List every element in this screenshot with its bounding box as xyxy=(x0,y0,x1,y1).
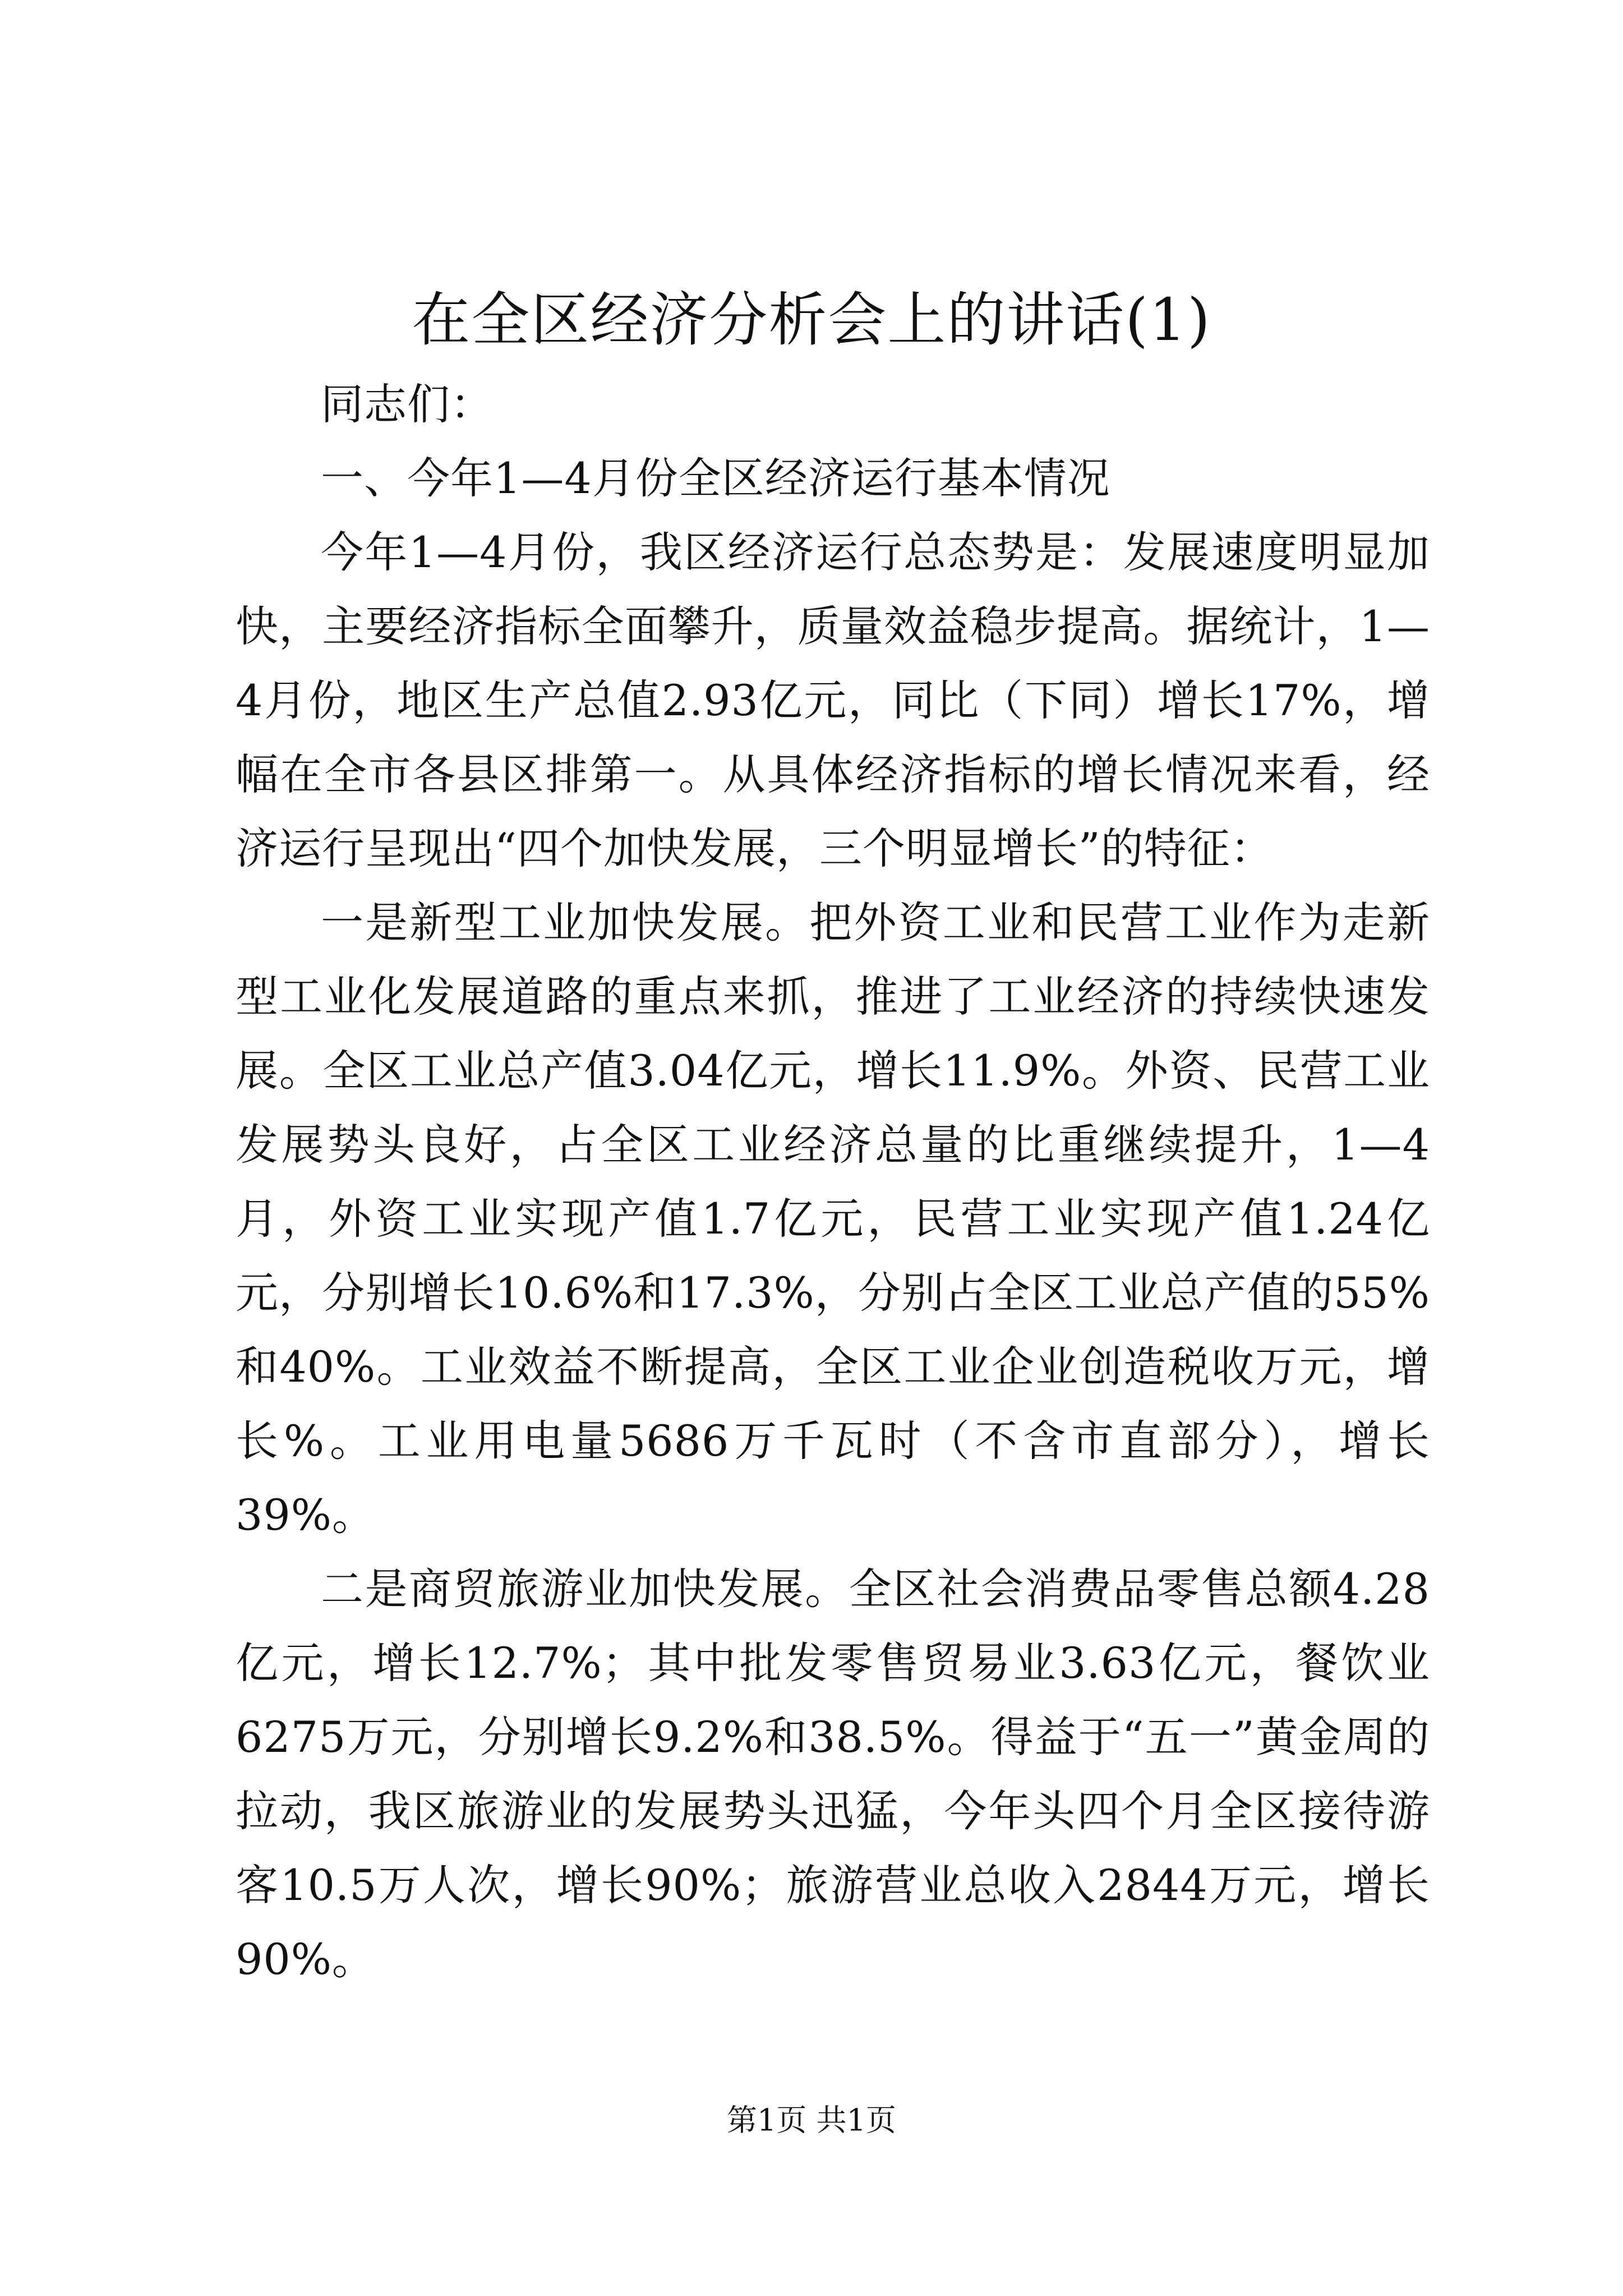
document-body xyxy=(236,367,1430,1996)
section-heading: 一、今年1—4月份全区经济运行基本情况 xyxy=(321,453,1110,503)
salutation: 同志们： xyxy=(321,379,494,429)
page-number-footer: 第1页 共1页 xyxy=(727,2102,896,2138)
document-title: 在全区经济分析会上的讲话(1) xyxy=(412,286,1211,354)
paragraph-commerce-tourism: 二是商贸旅游业加快发展。全区社会消费品零售总额4.28亿元，增长12.7%；其中批发零售贸易业3.63亿元，餐饮业6275万元，分别增长9.2%和38.5%。得益于“五一”黄金周的拉动，我区旅游业的发展势头迅猛，今年头四个月全区接待游客10.5万人次，增长90%；旅游营业总收入2844万元，增长90%。 xyxy=(236,1564,1430,1984)
paragraph-industry: 一是新型工业加快发展。把外资工业和民营工业作为走新型工业化发展道路的重点来抓，推进了工业经济的持续快速发展。全区工业总产值3.04亿元，增长11.9%。外资、民营工业发展势头良好，占全区工业经济总量的比重继续提升，1—4月，外资工业实现产值1.7亿元，民营工业实现产值1.24亿元，分别增长10.6%和17.3%，分别占全区工业总产值的55%和40%。工业效益不断提高，全区工业企业创造税收万元，增长%。工业用电量5686万千瓦时（不含市直部分），增长39%。 xyxy=(236,898,1430,1540)
paragraph-overview: 今年1—4月份，我区经济运行总态势是：发展速度明显加快，主要经济指标全面攀升，质量效益稳步提高。据统计，1—4月份，地区生产总值2.93亿元，同比（下同）增长17%，增幅在全市各县区排第一。从具体经济指标的增长情况来看，经济运行呈现出“四个加快发展，三个明显增长”的特征： xyxy=(236,527,1430,873)
